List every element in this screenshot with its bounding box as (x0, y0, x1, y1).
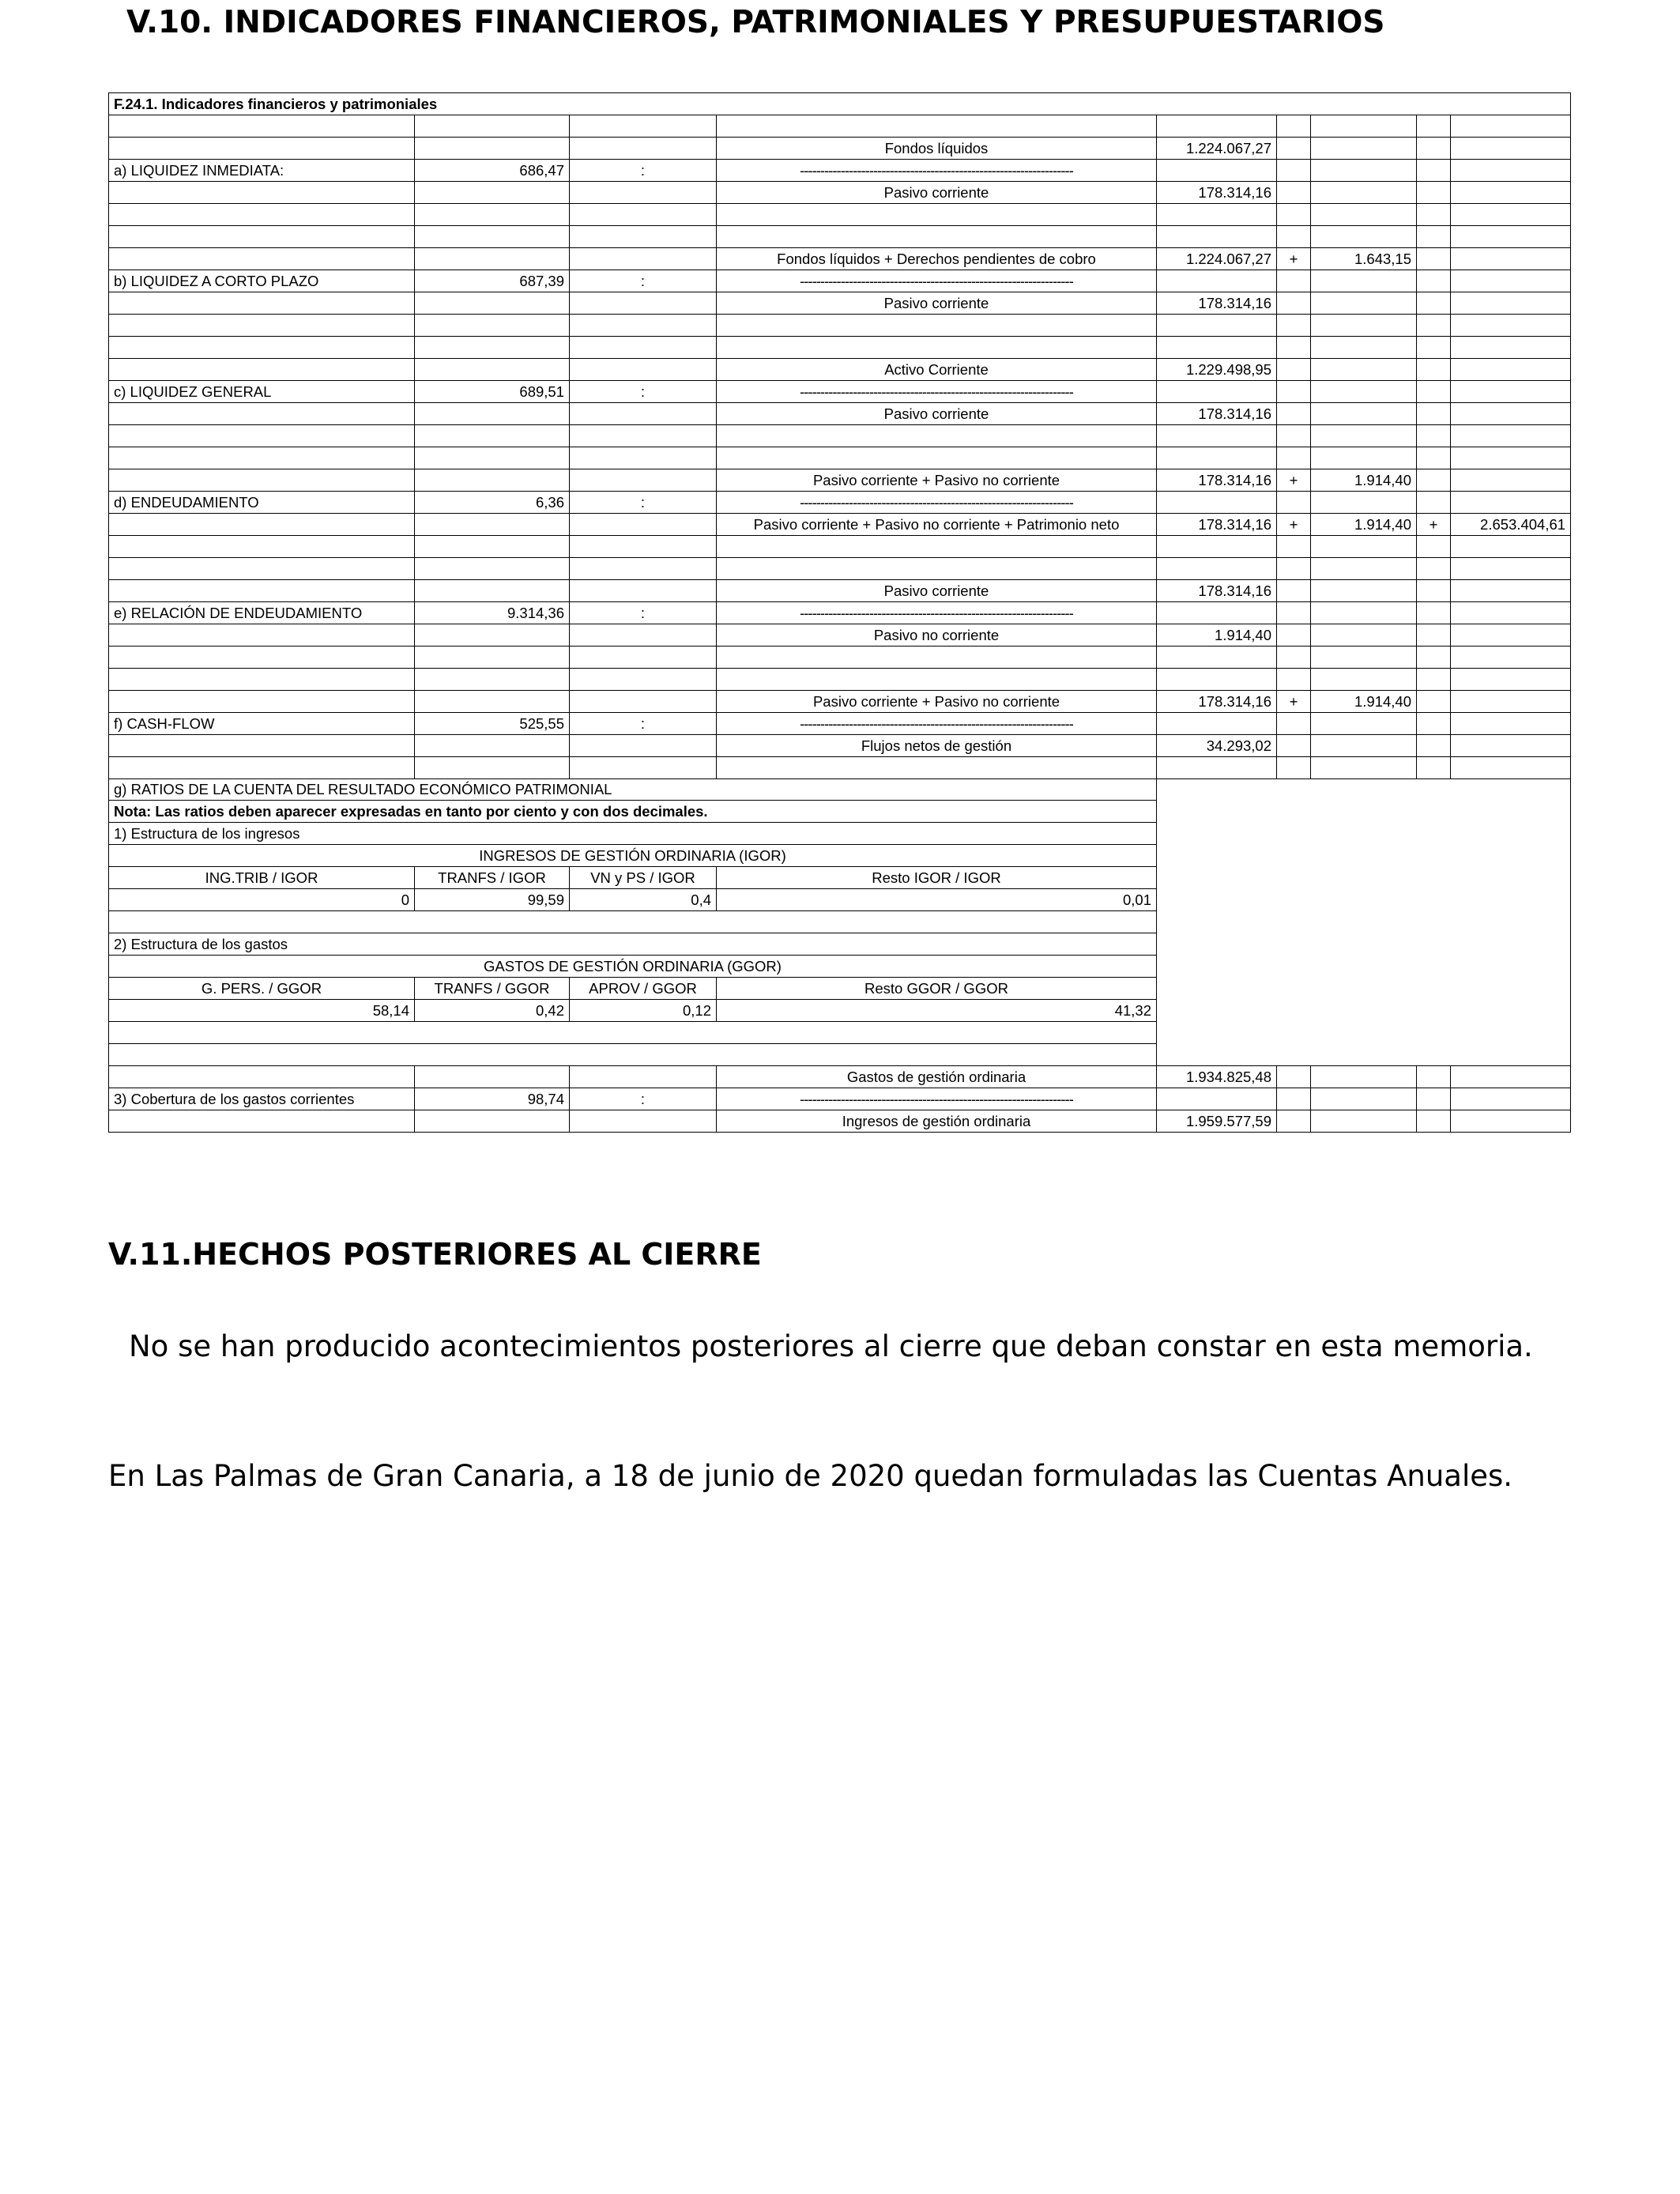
indicator-value: 6,36 (415, 492, 570, 514)
denominator-label: Pasivo corriente + Pasivo no corriente + Patrimonio neto (717, 514, 1157, 536)
numerator-label: Gastos de gestión ordinaria (717, 1066, 1157, 1088)
ratio-value: 0,42 (415, 1000, 570, 1022)
colon: : (570, 602, 717, 624)
denominator-value: 1.959.577,59 (1157, 1110, 1277, 1133)
table-row (109, 691, 1571, 713)
paragraph-no-events: No se han producido acontecimientos posteriores al cierre que deban constar en esta memoria. (129, 1329, 1533, 1363)
numerator-label: Fondos líquidos (717, 138, 1157, 160)
colon: : (570, 713, 717, 735)
column-header: Resto IGOR / IGOR (717, 867, 1157, 889)
fraction-line: ------------------------------------------------------------------- (717, 492, 1157, 514)
denominator-value-2: 1.914,40 (1311, 514, 1417, 536)
indicator-value: 525,55 (415, 713, 570, 735)
spacer-row (109, 315, 1571, 337)
ingresos-label: 1) Estructura de los ingresos (109, 823, 1157, 845)
fraction-line: ------------------------------------------------------------------- (717, 381, 1157, 403)
table-row (109, 514, 1571, 536)
spacer-row (109, 337, 1571, 359)
blank-block (1157, 779, 1571, 1066)
indicator-value: 687,39 (415, 270, 570, 292)
indicator-row (109, 381, 1571, 403)
table-row (109, 735, 1571, 757)
table-row (109, 1110, 1571, 1133)
plus-sign: + (1277, 514, 1311, 536)
spacer-row (109, 558, 1571, 580)
ratio-value: 0,12 (570, 1000, 717, 1022)
ratios-note: Nota: Las ratios deben aparecer expresadas en tanto por ciento y con dos decimales. (109, 801, 1157, 823)
table-row (109, 1066, 1571, 1088)
ratio-value: 41,32 (717, 1000, 1157, 1022)
denominator-value: 178.314,16 (1157, 182, 1277, 204)
indicator-row (109, 713, 1571, 735)
denominator-label: Pasivo corriente (717, 182, 1157, 204)
spacer-row (109, 115, 1571, 138)
denominator-value: 178.314,16 (1157, 292, 1277, 315)
spacer-row (109, 647, 1571, 669)
column-header: APROV / GGOR (570, 978, 717, 1000)
numerator-value-2: 1.914,40 (1311, 691, 1417, 713)
table-row (109, 138, 1571, 160)
spacer-row (109, 447, 1571, 469)
spacer-row (109, 669, 1571, 691)
indicator-value: 686,47 (415, 160, 570, 182)
spacer-row (109, 204, 1571, 226)
denominator-value: 178.314,16 (1157, 514, 1277, 536)
numerator-value-2: 1.914,40 (1311, 469, 1417, 492)
table-row (109, 469, 1571, 492)
denominator-label: Pasivo corriente (717, 292, 1157, 315)
column-header: ING.TRIB / IGOR (109, 867, 415, 889)
column-header: Resto GGOR / GGOR (717, 978, 1157, 1000)
denominator-value-3: 2.653.404,61 (1451, 514, 1571, 536)
spacer-row (109, 226, 1571, 248)
plus-sign: + (1417, 514, 1451, 536)
table-row (109, 779, 1571, 801)
numerator-label: Activo Corriente (717, 359, 1157, 381)
plus-sign: + (1277, 248, 1311, 270)
gastos-label: 2) Estructura de los gastos (109, 933, 1157, 956)
ratio-value: 0,4 (570, 889, 717, 911)
numerator-value: 1.224.067,27 (1157, 248, 1277, 270)
colon: : (570, 270, 717, 292)
column-header: VN y PS / IGOR (570, 867, 717, 889)
column-header: G. PERS. / GGOR (109, 978, 415, 1000)
indicator-row (109, 270, 1571, 292)
indicator-label: b) LIQUIDEZ A CORTO PLAZO (109, 270, 415, 292)
section-heading-hechos: V.11.HECHOS POSTERIORES AL CIERRE (108, 1237, 762, 1272)
ratios-label: g) RATIOS DE LA CUENTA DEL RESULTADO ECONÓMICO PATRIMONIAL (109, 779, 1157, 801)
ratio-value: 0 (109, 889, 415, 911)
denominator-label: Pasivo corriente (717, 403, 1157, 425)
indicator-value: 98,74 (415, 1088, 570, 1110)
indicators-table (108, 92, 1571, 1133)
plus-sign: + (1277, 469, 1311, 492)
numerator-label: Pasivo corriente (717, 580, 1157, 602)
denominator-value: 1.914,40 (1157, 624, 1277, 647)
indicator-label: a) LIQUIDEZ INMEDIATA: (109, 160, 415, 182)
fraction-line: ------------------------------------------------------------------- (717, 602, 1157, 624)
spacer-row (109, 536, 1571, 558)
indicator-label: d) ENDEUDAMIENTO (109, 492, 415, 514)
table-row (109, 248, 1571, 270)
indicator-label: e) RELACIÓN DE ENDEUDAMIENTO (109, 602, 415, 624)
numerator-value: 178.314,16 (1157, 580, 1277, 602)
table-title: F.24.1. Indicadores financieros y patrimoniales (109, 93, 1571, 115)
indicator-value: 689,51 (415, 381, 570, 403)
gastos-header: GASTOS DE GESTIÓN ORDINARIA (GGOR) (109, 956, 1157, 978)
numerator-value: 178.314,16 (1157, 469, 1277, 492)
plus-sign: + (1277, 691, 1311, 713)
numerator-value: 1.229.498,95 (1157, 359, 1277, 381)
denominator-label: Flujos netos de gestión (717, 735, 1157, 757)
indicator-row (109, 1088, 1571, 1110)
ratio-value: 0,01 (717, 889, 1157, 911)
table-row (109, 403, 1571, 425)
spacer-row (109, 757, 1571, 779)
numerator-value: 178.314,16 (1157, 691, 1277, 713)
column-header: TRANFS / IGOR (415, 867, 570, 889)
indicator-row (109, 602, 1571, 624)
numerator-label: Pasivo corriente + Pasivo no corriente (717, 469, 1157, 492)
indicator-value: 9.314,36 (415, 602, 570, 624)
numerator-value-2: 1.643,15 (1311, 248, 1417, 270)
colon: : (570, 1088, 717, 1110)
table-row (109, 359, 1571, 381)
colon: : (570, 492, 717, 514)
fraction-line: ------------------------------------------------------------------- (717, 713, 1157, 735)
indicator-row (109, 160, 1571, 182)
denominator-value: 34.293,02 (1157, 735, 1277, 757)
ingresos-header: INGRESOS DE GESTIÓN ORDINARIA (IGOR) (109, 845, 1157, 867)
fraction-line: ------------------------------------------------------------------- (717, 160, 1157, 182)
denominator-value: 178.314,16 (1157, 403, 1277, 425)
table-title-row (109, 93, 1571, 115)
paragraph-signature-place-date: En Las Palmas de Gran Canaria, a 18 de junio de 2020 quedan formuladas las Cuentas Anuales. (108, 1459, 1513, 1493)
indicator-label: c) LIQUIDEZ GENERAL (109, 381, 415, 403)
spacer-row (109, 425, 1571, 447)
denominator-label: Ingresos de gestión ordinaria (717, 1110, 1157, 1133)
indicator-label: f) CASH-FLOW (109, 713, 415, 735)
table-row (109, 292, 1571, 315)
indicator-row (109, 492, 1571, 514)
ratio-value: 99,59 (415, 889, 570, 911)
numerator-value: 1.934.825,48 (1157, 1066, 1277, 1088)
indicator-label: 3) Cobertura de los gastos corrientes (109, 1088, 415, 1110)
table-row (109, 182, 1571, 204)
table-row (109, 624, 1571, 647)
denominator-label: Pasivo no corriente (717, 624, 1157, 647)
fraction-line: ------------------------------------------------------------------- (717, 1088, 1157, 1110)
ratio-value: 58,14 (109, 1000, 415, 1022)
column-header: TRANFS / GGOR (415, 978, 570, 1000)
numerator-label: Pasivo corriente + Pasivo no corriente (717, 691, 1157, 713)
fraction-line: ------------------------------------------------------------------- (717, 270, 1157, 292)
section-heading-indicadores: V.10. INDICADORES FINANCIEROS, PATRIMONIALES Y PRESUPUESTARIOS (126, 5, 1385, 40)
numerator-value: 1.224.067,27 (1157, 138, 1277, 160)
colon: : (570, 381, 717, 403)
colon: : (570, 160, 717, 182)
table-row (109, 580, 1571, 602)
numerator-label: Fondos líquidos + Derechos pendientes de cobro (717, 248, 1157, 270)
